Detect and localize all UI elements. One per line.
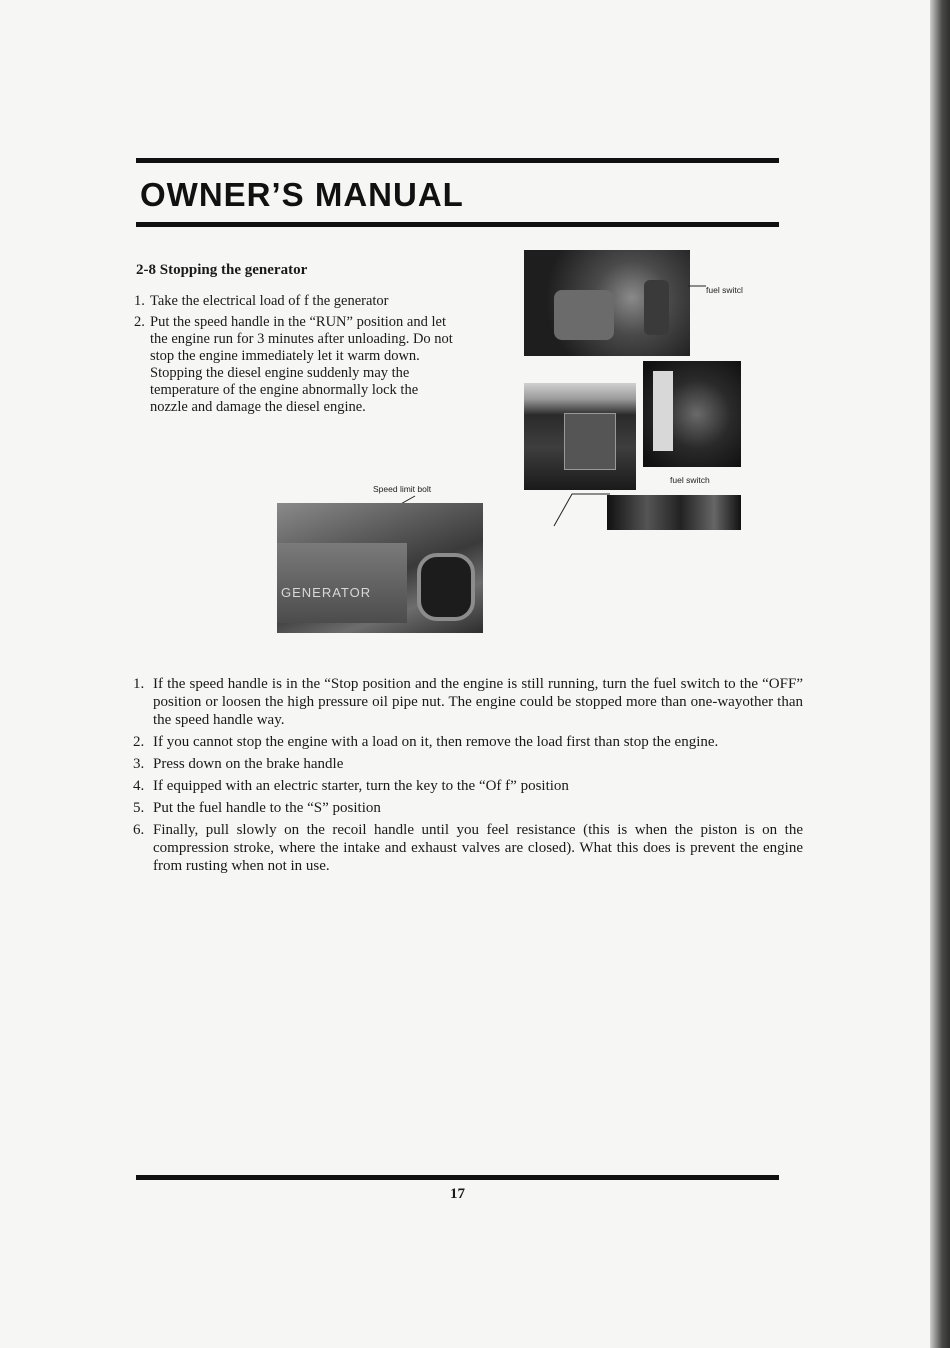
page-title: OWNER’S MANUAL xyxy=(140,176,464,213)
step-number: 3. xyxy=(133,756,145,772)
fuel-switch-photo-4 xyxy=(607,495,741,530)
step-text: If equipped with an electric starter, turn the key to the “Of f” position xyxy=(153,778,569,794)
list-item xyxy=(134,293,454,310)
step-text: If the speed handle is in the “Stop position and the engine is still running, turn the fuel switch to the “OFF” position or loosen the high pressure oil pipe nut. The engine could be stopped more than one-wayother than the speed handle way. xyxy=(153,676,803,728)
engine-detail xyxy=(554,290,614,340)
switch-lever xyxy=(644,280,669,335)
step-number: 1. xyxy=(134,293,145,309)
list-item xyxy=(133,675,803,729)
header-top-rule xyxy=(136,158,779,163)
generator-photo xyxy=(277,503,483,633)
step-number: 1. xyxy=(133,676,145,692)
step-text: Put the fuel handle to the “S” position xyxy=(153,800,381,816)
list-item xyxy=(133,733,803,751)
header-bottom-rule xyxy=(136,222,779,227)
step-text: Finally, pull slowly on the recoil handle until you feel resistance (this is when the piston is on the compression stroke, where the intake and exhaust valves are closed). What this does is prevent the engine from rusting when not in use. xyxy=(153,822,803,874)
generator-wheel xyxy=(417,553,475,621)
generator-panel xyxy=(277,543,407,623)
page-edge-shadow xyxy=(930,0,950,1348)
fuel-switch-pointer-1 xyxy=(688,284,708,290)
list-item xyxy=(133,821,803,875)
section-heading: 2-8 Stopping the generator xyxy=(136,262,308,278)
list-item xyxy=(133,755,803,773)
step-number: 2. xyxy=(133,734,145,750)
step-number: 2. xyxy=(134,314,145,330)
generator-text: GENERATOR xyxy=(281,585,372,600)
step-number: 4. xyxy=(133,778,145,794)
fuel-switch-caption-1: fuel switcl xyxy=(706,285,743,295)
fuel-switch-photo-3 xyxy=(643,361,741,467)
tank-cap xyxy=(653,371,673,451)
fuel-switch-photo-2 xyxy=(524,383,636,490)
list-item xyxy=(133,777,803,795)
fuel-switch-photo-1 xyxy=(524,250,690,356)
list-item xyxy=(134,314,454,416)
step-text: If you cannot stop the engine with a load on it, then remove the load first than stop the engine. xyxy=(153,734,719,750)
fuel-switch-caption-2: fuel switch xyxy=(670,475,710,485)
bottom-steps-list xyxy=(133,675,803,879)
step-number: 6. xyxy=(133,822,145,838)
speed-limit-caption: Speed limit bolt xyxy=(373,484,432,494)
step-text: Take the electrical load of f the generator xyxy=(150,293,389,309)
footer-rule xyxy=(136,1175,779,1180)
page-number: 17 xyxy=(450,1186,465,1202)
step-number: 5. xyxy=(133,800,145,816)
list-item xyxy=(133,799,803,817)
step-text: Put the speed handle in the “RUN” position and let the engine run for 3 minutes after unloading. Do not stop the engine immediately let it warm down. Stopping the diesel engine suddenly may the temperature of the engine abnormally lock the nozzle and damage the diesel engine. xyxy=(150,314,453,415)
top-steps-list xyxy=(134,293,454,420)
step-text: Press down on the brake handle xyxy=(153,756,344,772)
fuel-switch-pointer-2 xyxy=(552,490,612,530)
panel-box xyxy=(564,413,616,470)
